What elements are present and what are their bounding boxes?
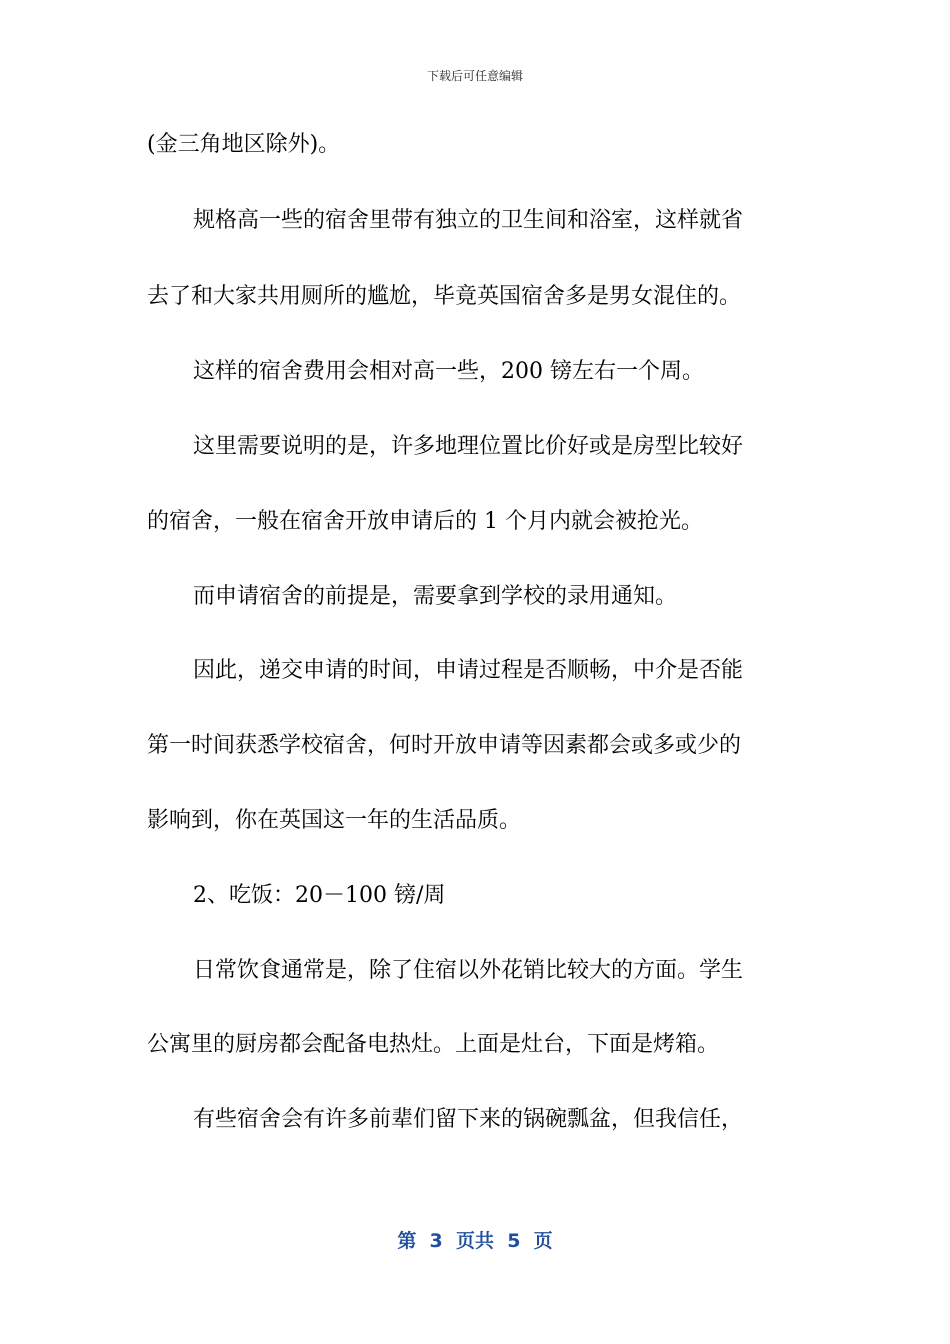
text-line-5: 这里需要说明的是，许多地理位置比价好或是房型比较好 (193, 434, 744, 459)
text-line-7: 而申请宿舍的前提是，需要拿到学校的录用通知。 (193, 584, 678, 609)
text-line-12: 日常饮食通常是，除了住宿以外花销比较大的方面。学生 (193, 958, 744, 983)
text-line-9: 第一时间获悉学校宿舍，何时开放申请等因素都会或多或少的 (147, 733, 742, 758)
text-line-6: 的宿舍，一般在宿舍开放申请后的 1 个月内就会被抢光。 (147, 509, 703, 534)
header-note: 下载后可任意编辑 (426, 69, 523, 83)
text-line-11: 2、吃饭：20－100 镑/周 (193, 883, 446, 908)
text-line-4: 这样的宿舍费用会相对高一些，200 镑左右一个周。 (193, 359, 704, 384)
text-line-1: (金三角地区除外)。 (147, 132, 341, 157)
text-line-8: 因此，递交申请的时间，申请过程是否顺畅，中介是否能 (193, 658, 744, 683)
text-line-14: 有些宿舍会有许多前辈们留下来的锅碗瓢盆，但我信任， (193, 1107, 744, 1132)
text-line-10: 影响到，你在英国这一年的生活品质。 (147, 808, 522, 833)
page-number: 第 3 页共 5 页 (397, 1230, 553, 1252)
text-line-2: 规格高一些的宿舍里带有独立的卫生间和浴室，这样就省 (193, 208, 744, 233)
text-line-13: 公寓里的厨房都会配备电热灶。上面是灶台，下面是烤箱。 (147, 1032, 720, 1057)
text-line-3: 去了和大家共用厕所的尴尬，毕竟英国宿舍多是男女混住的。 (147, 284, 742, 309)
